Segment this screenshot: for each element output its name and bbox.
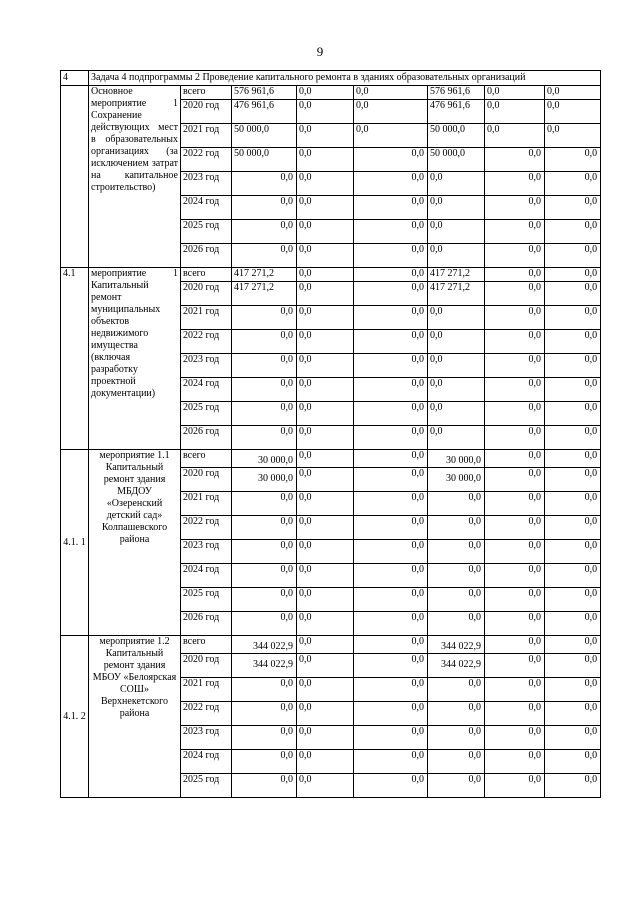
value-cell: 0,0 [428, 492, 485, 516]
value-cell: 576 961,6 [232, 86, 297, 100]
task-row [61, 71, 601, 86]
value-cell: 0,0 [297, 330, 354, 354]
task-number: 4 [61, 71, 89, 86]
value-cell: 0,0 [297, 774, 354, 798]
value-cell: 0,0 [297, 540, 354, 564]
value-cell: 0,0 [545, 268, 601, 282]
period-cell: 2023 год [181, 540, 232, 564]
value-cell: 0,0 [428, 378, 485, 402]
value-cell: 0,0 [297, 282, 354, 306]
period-cell: всего [181, 86, 232, 100]
value-cell: 0,0 [485, 378, 545, 402]
value-cell: 0,0 [485, 172, 545, 196]
value-cell: 0,0 [485, 492, 545, 516]
value-cell: 0,0 [232, 492, 297, 516]
value-cell: 417 271,2 [428, 282, 485, 306]
period-cell: 2023 год [181, 726, 232, 750]
value-cell: 0,0 [545, 750, 601, 774]
value-cell: 0,0 [545, 564, 601, 588]
value-cell: 0,0 [354, 330, 428, 354]
value-cell: 0,0 [545, 402, 601, 426]
value-cell: 0,0 [297, 588, 354, 612]
period-cell: 2025 год [181, 588, 232, 612]
value-cell: 0,0 [545, 282, 601, 306]
value-cell: 0,0 [297, 636, 354, 654]
value-cell: 0,0 [485, 468, 545, 492]
table-body [61, 71, 601, 798]
value-cell: 0,0 [428, 540, 485, 564]
value-cell: 0,0 [297, 678, 354, 702]
value-cell: 0,0 [354, 196, 428, 220]
table-row [61, 450, 601, 468]
value-cell: 0,0 [354, 378, 428, 402]
period-cell: 2020 год [181, 100, 232, 124]
value-cell: 0,0 [485, 612, 545, 636]
value-cell: 417 271,2 [428, 268, 485, 282]
period-cell: 2022 год [181, 148, 232, 172]
value-cell: 476 961,6 [232, 100, 297, 124]
period-cell: 2020 год [181, 468, 232, 492]
value-cell: 0,0 [485, 196, 545, 220]
value-cell: 0,0 [354, 750, 428, 774]
value-cell: 0,0 [485, 726, 545, 750]
period-cell: 2021 год [181, 124, 232, 148]
value-cell: 0,0 [545, 196, 601, 220]
value-cell: 0,0 [297, 244, 354, 268]
value-cell: 0,0 [297, 750, 354, 774]
value-cell: 30 000,0 [428, 450, 485, 468]
value-cell: 0,0 [232, 330, 297, 354]
value-cell: 0,0 [297, 354, 354, 378]
value-cell: 0,0 [428, 354, 485, 378]
value-cell: 0,0 [485, 678, 545, 702]
period-cell: 2023 год [181, 354, 232, 378]
value-cell: 0,0 [232, 774, 297, 798]
value-cell: 0,0 [545, 124, 601, 148]
value-cell: 0,0 [354, 148, 428, 172]
item-number: 4.1. 1 [61, 450, 89, 636]
period-cell: 2021 год [181, 492, 232, 516]
value-cell: 0,0 [428, 726, 485, 750]
value-cell: 576 961,6 [428, 86, 485, 100]
table-row [61, 636, 601, 654]
value-cell: 0,0 [297, 726, 354, 750]
value-cell: 344 022,9 [428, 636, 485, 654]
period-cell: 2025 год [181, 402, 232, 426]
value-cell: 0,0 [297, 492, 354, 516]
value-cell: 0,0 [428, 306, 485, 330]
value-cell: 0,0 [428, 244, 485, 268]
period-cell: 2022 год [181, 330, 232, 354]
value-cell: 0,0 [428, 750, 485, 774]
item-name: мероприятие 1.2 Капитальный ремонт здания МБОУ «Белоярская СОШ» Верхнекетского района [89, 636, 181, 798]
value-cell: 0,0 [545, 426, 601, 450]
value-cell: 0,0 [428, 330, 485, 354]
value-cell: 0,0 [545, 678, 601, 702]
value-cell: 0,0 [545, 516, 601, 540]
value-cell: 0,0 [232, 306, 297, 330]
value-cell: 0,0 [297, 196, 354, 220]
value-cell: 0,0 [545, 220, 601, 244]
value-cell: 0,0 [232, 516, 297, 540]
value-cell: 0,0 [297, 378, 354, 402]
item-name: Основное мероприятие 1 Сохранение действующих мест в образовательных организациях (за исключением затрат на капитальное строительство) [89, 86, 181, 268]
value-cell: 0,0 [354, 516, 428, 540]
value-cell: 0,0 [232, 678, 297, 702]
value-cell: 0,0 [354, 492, 428, 516]
value-cell: 0,0 [232, 220, 297, 244]
value-cell: 0,0 [354, 774, 428, 798]
item-name: мероприятие 1.1 Капитальный ремонт здания МБДОУ «Озеренский детский сад» Колпашевского района [89, 450, 181, 636]
value-cell: 0,0 [485, 450, 545, 468]
value-cell: 0,0 [545, 636, 601, 654]
value-cell: 0,0 [545, 100, 601, 124]
value-cell: 0,0 [354, 354, 428, 378]
task-title: Задача 4 подпрограммы 2 Проведение капитального ремонта в зданиях образовательных организаций [89, 71, 601, 86]
value-cell: 0,0 [545, 172, 601, 196]
value-cell: 344 022,9 [428, 654, 485, 678]
value-cell: 50 000,0 [428, 148, 485, 172]
value-cell: 0,0 [297, 450, 354, 468]
value-cell: 0,0 [297, 86, 354, 100]
value-cell: 30 000,0 [428, 468, 485, 492]
value-cell: 0,0 [232, 588, 297, 612]
value-cell: 0,0 [232, 750, 297, 774]
value-cell: 0,0 [297, 426, 354, 450]
period-cell: 2020 год [181, 282, 232, 306]
value-cell: 0,0 [232, 172, 297, 196]
value-cell: 0,0 [297, 124, 354, 148]
value-cell: 0,0 [232, 196, 297, 220]
value-cell: 0,0 [232, 726, 297, 750]
period-cell: 2023 год [181, 172, 232, 196]
value-cell: 0,0 [485, 282, 545, 306]
period-cell: 2021 год [181, 306, 232, 330]
value-cell: 0,0 [485, 220, 545, 244]
value-cell: 0,0 [485, 268, 545, 282]
value-cell: 50 000,0 [428, 124, 485, 148]
value-cell: 0,0 [354, 726, 428, 750]
period-cell: всего [181, 636, 232, 654]
value-cell: 0,0 [485, 148, 545, 172]
value-cell: 0,0 [485, 426, 545, 450]
value-cell: 0,0 [297, 268, 354, 282]
value-cell: 0,0 [545, 654, 601, 678]
value-cell: 0,0 [297, 148, 354, 172]
value-cell: 0,0 [545, 378, 601, 402]
value-cell: 0,0 [545, 148, 601, 172]
value-cell: 0,0 [428, 220, 485, 244]
value-cell: 0,0 [545, 774, 601, 798]
value-cell: 0,0 [297, 564, 354, 588]
value-cell: 0,0 [354, 636, 428, 654]
value-cell: 476 961,6 [428, 100, 485, 124]
value-cell: 0,0 [428, 564, 485, 588]
value-cell: 0,0 [232, 354, 297, 378]
value-cell: 0,0 [485, 402, 545, 426]
value-cell: 0,0 [232, 402, 297, 426]
value-cell: 0,0 [485, 702, 545, 726]
value-cell: 344 022,9 [232, 654, 297, 678]
value-cell: 0,0 [232, 612, 297, 636]
budget-table [60, 70, 601, 798]
value-cell: 0,0 [354, 702, 428, 726]
value-cell: 0,0 [354, 282, 428, 306]
value-cell: 0,0 [354, 426, 428, 450]
value-cell: 0,0 [297, 654, 354, 678]
value-cell: 344 022,9 [232, 636, 297, 654]
value-cell: 0,0 [354, 100, 428, 124]
value-cell: 0,0 [428, 588, 485, 612]
page-number: 9 [316, 44, 324, 59]
value-cell: 0,0 [545, 86, 601, 100]
value-cell: 0,0 [297, 468, 354, 492]
value-cell: 0,0 [354, 588, 428, 612]
value-cell: 0,0 [297, 402, 354, 426]
period-cell: 2025 год [181, 220, 232, 244]
value-cell: 0,0 [232, 564, 297, 588]
value-cell: 0,0 [354, 612, 428, 636]
value-cell: 0,0 [485, 636, 545, 654]
value-cell: 0,0 [485, 774, 545, 798]
value-cell: 0,0 [297, 100, 354, 124]
item-name: мероприятие 1 Капитальный ремонт муниципальных объектов недвижимого имущества (включая разработку проектной документации) [89, 268, 181, 450]
value-cell: 0,0 [545, 468, 601, 492]
period-cell: 2024 год [181, 378, 232, 402]
value-cell: 0,0 [545, 702, 601, 726]
value-cell: 0,0 [428, 678, 485, 702]
period-cell: 2026 год [181, 244, 232, 268]
value-cell: 0,0 [232, 702, 297, 726]
value-cell: 0,0 [354, 124, 428, 148]
period-cell: 2022 год [181, 516, 232, 540]
value-cell: 0,0 [297, 702, 354, 726]
period-cell: 2020 год [181, 654, 232, 678]
value-cell: 0,0 [354, 654, 428, 678]
value-cell: 0,0 [485, 540, 545, 564]
value-cell: 0,0 [428, 612, 485, 636]
value-cell: 0,0 [485, 750, 545, 774]
value-cell: 0,0 [545, 354, 601, 378]
value-cell: 50 000,0 [232, 124, 297, 148]
item-number: 4.1. 2 [61, 636, 89, 798]
value-cell: 0,0 [545, 492, 601, 516]
value-cell: 0,0 [428, 426, 485, 450]
value-cell: 0,0 [545, 306, 601, 330]
value-cell: 0,0 [485, 588, 545, 612]
period-cell: 2024 год [181, 196, 232, 220]
value-cell: 0,0 [428, 172, 485, 196]
value-cell: 0,0 [545, 588, 601, 612]
value-cell: 0,0 [545, 244, 601, 268]
period-cell: всего [181, 450, 232, 468]
value-cell: 0,0 [485, 86, 545, 100]
value-cell: 50 000,0 [232, 148, 297, 172]
value-cell: 0,0 [297, 172, 354, 196]
value-cell: 30 000,0 [232, 468, 297, 492]
period-cell: 2024 год [181, 750, 232, 774]
value-cell: 0,0 [232, 426, 297, 450]
value-cell: 0,0 [485, 244, 545, 268]
value-cell: 0,0 [354, 450, 428, 468]
period-cell: 2026 год [181, 612, 232, 636]
value-cell: 0,0 [428, 196, 485, 220]
period-cell: 2024 год [181, 564, 232, 588]
value-cell: 0,0 [232, 378, 297, 402]
value-cell: 0,0 [485, 564, 545, 588]
value-cell: 30 000,0 [232, 450, 297, 468]
value-cell: 0,0 [354, 678, 428, 702]
value-cell: 0,0 [485, 654, 545, 678]
value-cell: 0,0 [485, 306, 545, 330]
value-cell: 0,0 [485, 124, 545, 148]
value-cell: 0,0 [354, 564, 428, 588]
value-cell: 0,0 [485, 330, 545, 354]
value-cell: 0,0 [297, 516, 354, 540]
value-cell: 0,0 [354, 402, 428, 426]
value-cell: 0,0 [485, 100, 545, 124]
value-cell: 0,0 [354, 220, 428, 244]
value-cell: 0,0 [428, 702, 485, 726]
period-cell: 2021 год [181, 678, 232, 702]
table-row [61, 268, 601, 282]
period-cell: 2026 год [181, 426, 232, 450]
value-cell: 417 271,2 [232, 268, 297, 282]
value-cell: 0,0 [545, 726, 601, 750]
value-cell: 0,0 [485, 516, 545, 540]
item-number: 4.1 [61, 268, 89, 450]
value-cell: 0,0 [232, 244, 297, 268]
period-cell: 2025 год [181, 774, 232, 798]
value-cell: 0,0 [354, 540, 428, 564]
value-cell: 0,0 [428, 516, 485, 540]
value-cell: 0,0 [232, 540, 297, 564]
value-cell: 0,0 [354, 172, 428, 196]
value-cell: 0,0 [354, 468, 428, 492]
item-number [61, 86, 89, 268]
value-cell: 0,0 [354, 306, 428, 330]
value-cell: 0,0 [354, 268, 428, 282]
value-cell: 0,0 [545, 612, 601, 636]
period-cell: всего [181, 268, 232, 282]
value-cell: 0,0 [354, 244, 428, 268]
value-cell: 0,0 [354, 86, 428, 100]
value-cell: 417 271,2 [232, 282, 297, 306]
table-row [61, 86, 601, 100]
period-cell: 2022 год [181, 702, 232, 726]
value-cell: 0,0 [428, 774, 485, 798]
value-cell: 0,0 [297, 612, 354, 636]
value-cell: 0,0 [485, 354, 545, 378]
value-cell: 0,0 [545, 540, 601, 564]
value-cell: 0,0 [545, 450, 601, 468]
value-cell: 0,0 [297, 220, 354, 244]
value-cell: 0,0 [545, 330, 601, 354]
value-cell: 0,0 [428, 402, 485, 426]
value-cell: 0,0 [297, 306, 354, 330]
